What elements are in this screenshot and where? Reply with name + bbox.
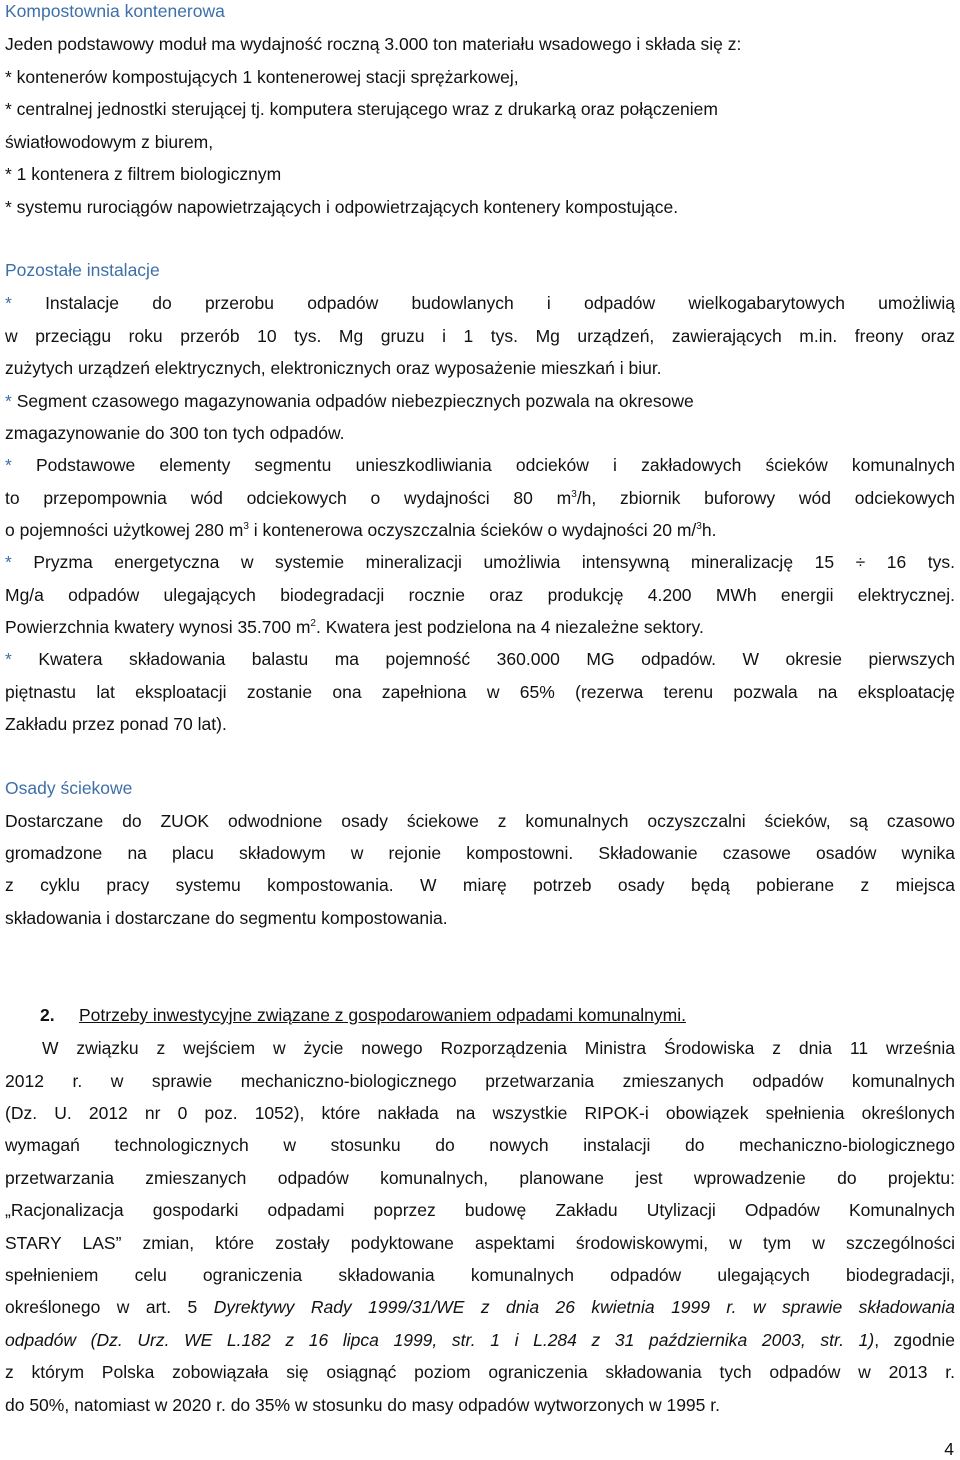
bullet-star: * xyxy=(5,455,12,475)
text-line: Jeden podstawowy moduł ma wydajność roczną 3.000 ton materiału wsadowego i składa się z: xyxy=(5,34,742,54)
section-number: 2. xyxy=(40,1005,55,1025)
superscript: 3 xyxy=(696,521,702,532)
text-line xyxy=(5,519,716,541)
text-line: zużytych urządzeń elektrycznych, elektronicznych oraz wyposażenie mieszkań i biur. xyxy=(5,358,662,378)
text-span: Podstawowe elementy segmentu unieszkodliwiania odcieków i zakładowych ścieków komunalnych xyxy=(35,455,955,475)
text-line: składowania i dostarczane do segmentu kompostowania. xyxy=(5,908,448,928)
text-span: Pryzma energetyczna w systemie mineralizacji umożliwia intensywną mineralizację 15 ÷ 16 tys. xyxy=(33,552,955,572)
text-span: , zgodnie xyxy=(874,1330,955,1350)
bullet-star: * xyxy=(5,293,12,313)
section-title: Potrzeby inwestycyjne związane z gospodarowaniem odpadami komunalnymi. xyxy=(79,1005,686,1025)
text-line: z cyklu pracy systemu kompostowania. W miarę potrzeb osady będą pobierane z miejsca xyxy=(5,875,955,895)
text-line: spełnieniem celu ograniczenia składowania komunalnych odpadów ulegających biodegradacji, xyxy=(5,1265,955,1285)
heading-kompostownia: Kompostownia kontenerowa xyxy=(5,1,225,21)
text-line xyxy=(5,1329,955,1351)
text-line: z którym Polska zobowiązała się osiągnąć poziom ograniczenia składowania tych odpadów w 2013 r. xyxy=(5,1362,955,1382)
text-line: Dostarczane do ZUOK odwodnione osady ściekowe z komunalnych oczyszczalni ścieków, są czasowo xyxy=(5,811,955,831)
superscript: 3 xyxy=(571,489,577,500)
text-line: * systemu rurociągów napowietrzających i odpowietrzających kontenery kompostujące. xyxy=(5,197,679,217)
text-line xyxy=(5,1296,955,1318)
text-span: o pojemności użytkowej 280 m xyxy=(5,520,244,540)
text-line: światłowodowym z biurem, xyxy=(5,132,214,152)
text-line: (Dz. U. 2012 nr 0 poz. 1052), które nakłada na wszystkie RIPOK-i obowiązek spełnienia określonych xyxy=(5,1103,955,1123)
italic-span: Dyrektywy Rady 1999/31/WE z dnia 26 kwietnia 1999 r. w sprawie składowania xyxy=(213,1297,955,1317)
text-line: „Racjonalizacja gospodarki odpadami poprzez budowę Zakładu Utylizacji Odpadów Komunalnych xyxy=(5,1200,955,1220)
text-line: piętnastu lat eksploatacji zostanie ona zapełniona w 65% (rezerwa terenu pozwala na eksploatację xyxy=(5,682,955,702)
text-line xyxy=(5,454,955,476)
text-line xyxy=(5,487,955,509)
text-span: to przepompownia wód odciekowych o wydajności 80 m xyxy=(5,488,572,508)
text-line xyxy=(5,616,704,638)
superscript: 2 xyxy=(310,618,316,629)
text-line: * centralnej jednostki sterującej tj. komputera sterującego wraz z drukarką oraz połączeniem xyxy=(5,99,718,119)
text-span: Kwatera składowania balastu ma pojemność 360.000 MG odpadów. W okresie pierwszych xyxy=(38,649,955,669)
text-span: Segment czasowego magazynowania odpadów niebezpiecznych pozwala na okresowe xyxy=(16,391,694,411)
text-line: W związku z wejściem w życie nowego Rozporządzenia Ministra Środowiska z dnia 11 września xyxy=(42,1038,955,1058)
text-line: w przeciągu roku przerób 10 tys. Mg gruzu i 1 tys. Mg urządzeń, zawierających m.in. freony oraz xyxy=(5,326,955,346)
text-line: gromadzone na placu składowym w rejonie kompostowni. Składowanie czasowe osadów wynika xyxy=(5,843,955,863)
text-line xyxy=(5,390,694,412)
text-span: i kontenerowa oczyszczalnia ścieków o wydajności 20 m/ xyxy=(248,520,697,540)
page-number: 4 xyxy=(944,1439,954,1459)
text-line: Zakładu przez ponad 70 lat). xyxy=(5,714,227,734)
text-span: określonego w art. 5 xyxy=(5,1297,214,1317)
text-line: przetwarzania zmieszanych odpadów komunalnych, planowane jest wprowadzenie do projektu: xyxy=(5,1168,955,1188)
text-line xyxy=(5,551,955,573)
text-line: do 50%, natomiast w 2020 r. do 35% w stosunku do masy odpadów wytworzonych w 1995 r. xyxy=(5,1395,720,1415)
text-line: wymagań technologicznych w stosunku do nowych instalacji do mechaniczno-biologicznego xyxy=(5,1135,955,1155)
text-line: zmagazynowanie do 300 ton tych odpadów. xyxy=(5,423,345,443)
italic-span: odpadów (Dz. Urz. WE L.182 z 16 lipca 1999, str. 1 i L.284 z 31 października 2003, str. 1) xyxy=(5,1330,875,1350)
text-span: . Kwatera jest podzielona na 4 niezależne sektory. xyxy=(315,617,704,637)
bullet-star: * xyxy=(5,649,12,669)
text-line: 2012 r. w sprawie mechaniczno-biologicznego przetwarzania zmieszanych odpadów komunalnych xyxy=(5,1071,955,1091)
text-span: h. xyxy=(701,520,717,540)
bullet-star: * xyxy=(5,552,12,572)
text-span: Powierzchnia kwatery wynosi 35.700 m xyxy=(5,617,311,637)
heading-osady-sciekowe: Osady ściekowe xyxy=(5,778,133,798)
text-line: * kontenerów kompostujących 1 kontenerowej stacji sprężarkowej, xyxy=(5,67,519,87)
text-line xyxy=(5,648,955,670)
bullet-star: * xyxy=(5,391,12,411)
text-line: Mg/a odpadów ulegających biodegradacji rocznie oraz produkcję 4.200 MWh energii elektrycznej. xyxy=(5,585,955,605)
text-span: Instalacje do przerobu odpadów budowlanych i odpadów wielkogabarytowych umożliwią xyxy=(45,293,955,313)
heading-pozostale-instalacje: Pozostałe instalacje xyxy=(5,260,160,280)
superscript: 3 xyxy=(243,521,249,532)
text-line: * 1 kontenera z filtrem biologicznym xyxy=(5,164,282,184)
text-line xyxy=(5,292,955,314)
text-line: STARY LAS” zmian, które zostały podyktowane aspektami środowiskowymi, w tym w szczególności xyxy=(5,1233,955,1253)
text-span: /h, zbiornik buforowy wód odciekowych xyxy=(576,488,955,508)
